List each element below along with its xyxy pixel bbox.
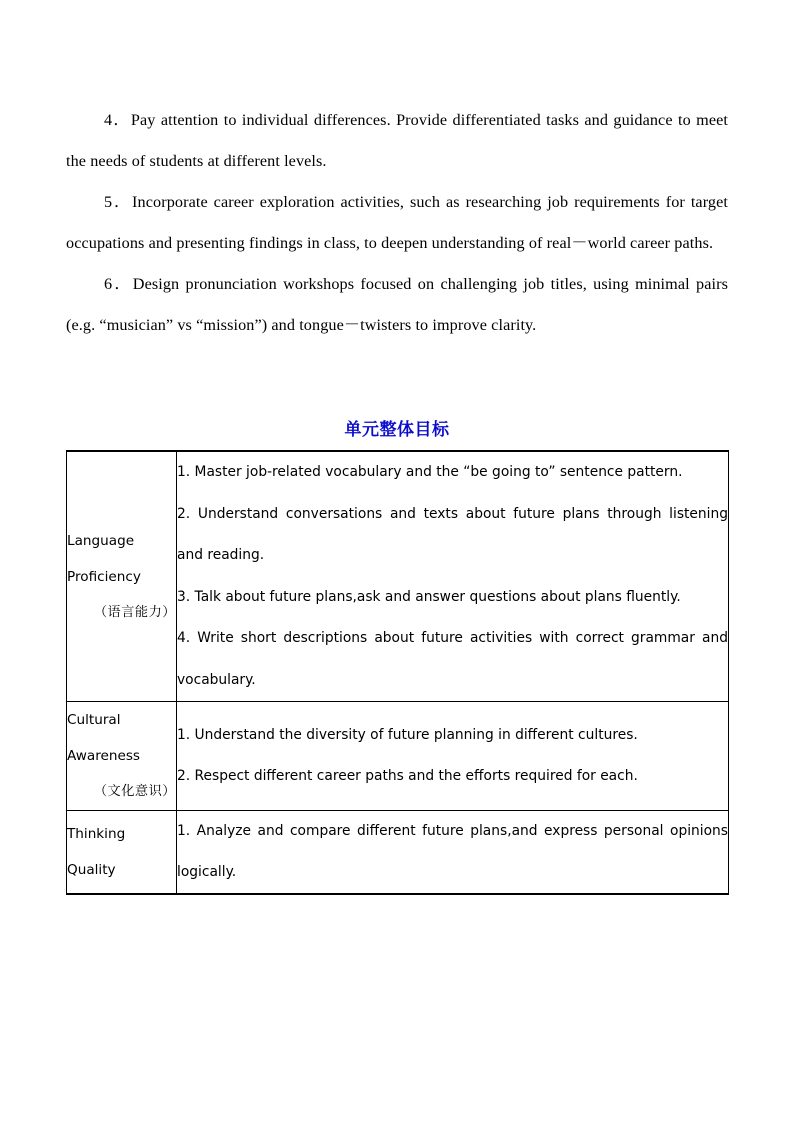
unit-goals-table-container [66, 450, 728, 895]
row-label-line-1: Language [67, 532, 135, 549]
row-content-thinking-quality [177, 811, 729, 895]
row-label-chinese: （语言能力） [93, 604, 176, 620]
paragraph-item-6: 6．Design pronunciation workshops focused on challenging job titles, using minimal pairs (e.g. “musician” vs “mission”) and tongue－twisters to improve clarity. [66, 275, 728, 334]
paragraph-item-5: 5．Incorporate career exploration activities, such as researching job requirements for target occupations and presenting findings in class, to deepen understanding of real－world career paths. [66, 193, 728, 252]
goal-item: 1. Understand the diversity of future planning in different cultures. [177, 727, 638, 743]
row-label-line-1: Thinking [67, 826, 126, 842]
goal-item: 1. Analyze and compare different future plans,and express personal opinions logically. [177, 823, 728, 880]
goal-item: 4. Write short descriptions about future activities with correct grammar and vocabulary. [177, 630, 728, 688]
row-label-chinese: （文化意识） [93, 784, 176, 799]
row-label-line-2: Quality [67, 862, 116, 878]
table-row [67, 702, 729, 811]
goal-item: 3. Talk about future plans,ask and answer questions about plans fluently. [177, 588, 681, 605]
row-label-line-2: Proficiency [67, 568, 141, 585]
goal-item: 2. Understand conversations and texts about future plans through listening and reading. [177, 505, 728, 563]
row-label-thinking-quality [67, 811, 177, 895]
row-label-cultural-awareness [67, 702, 177, 811]
unit-goals-table [66, 450, 729, 895]
section-heading-unit-goals: 单元整体目标 [344, 420, 450, 440]
table-row [67, 811, 729, 895]
goal-item: 1. Master job-related vocabulary and the “be going to” sentence pattern. [177, 464, 683, 480]
row-content-cultural-awareness [177, 702, 729, 811]
row-content-language-proficiency [177, 451, 729, 702]
goal-item: 2. Respect different career paths and the efforts required for each. [177, 768, 638, 784]
paragraph-item-4: 4．Pay attention to individual differences. Provide differentiated tasks and guidance to meet the needs of students at different levels. [66, 111, 728, 170]
row-label-line-2: Awareness [67, 748, 140, 764]
row-label-language-proficiency [67, 451, 177, 702]
table-row [67, 451, 729, 702]
row-label-line-1: Cultural [67, 712, 121, 728]
body-text-block [66, 100, 728, 346]
